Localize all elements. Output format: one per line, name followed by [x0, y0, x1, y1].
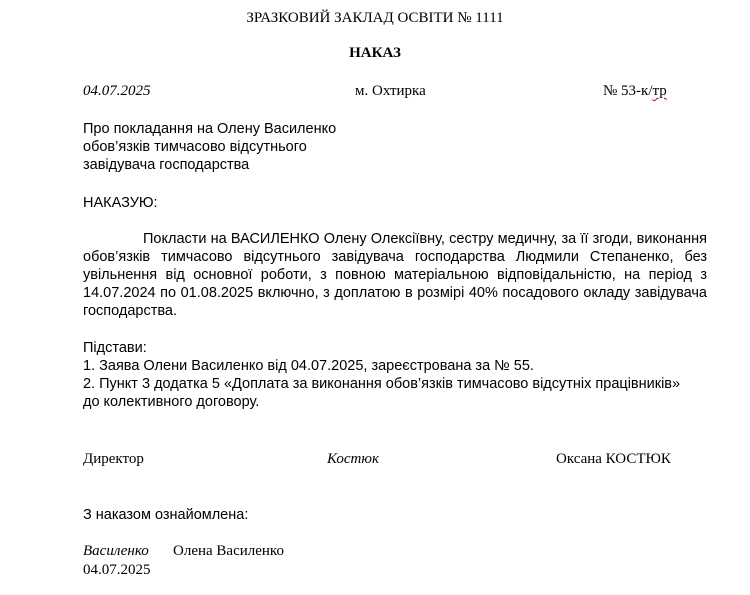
order-city: м. Охтирка	[355, 83, 426, 99]
acknowledgement-heading: З наказом ознайомлена:	[83, 507, 249, 523]
signatory-name: Оксана КОСТЮК	[556, 451, 671, 467]
institution-title: ЗРАЗКОВИЙ ЗАКЛАД ОСВІТИ № 1111	[246, 10, 504, 26]
order-directive: НАКАЗУЮ:	[83, 195, 158, 211]
order-number	[603, 82, 667, 100]
subject-line: обов’язків тимчасово відсутнього	[83, 139, 307, 155]
basis-item: до колективного договору.	[83, 394, 260, 410]
acknowledgement-date: 04.07.2025	[83, 562, 151, 578]
subject-line: завідувача господарства	[83, 157, 250, 173]
basis-item: 2. Пункт 3 додатка 5 «Доплата за виконання обов’язків тимчасово відсутніх працівників»	[83, 376, 681, 392]
basis-item: 1. Заява Олени Василенко від 04.07.2025, зареєстрована за № 55.	[83, 358, 534, 374]
signatory-position: Директор	[83, 451, 144, 467]
order-number-prefix: № 53-к/	[603, 83, 653, 99]
subject-line: Про покладання на Олену Василенко	[83, 121, 337, 137]
director-signature: Костюк	[327, 451, 379, 467]
order-date: 04.07.2025	[83, 83, 151, 99]
basis-section	[83, 339, 723, 411]
order-number-suffix: тр	[652, 83, 667, 99]
order-body: Покласти на ВАСИЛЕНКО Олену Олексіївну, сестру медичну, за її згоди, виконання обов’язків тимчасово відсутнього завідувача господарства Людмили Степаненко, без увільнення від основної роботи, з повною матеріальною відповідальністю, на період з 14.07.2024 по 01.08.2025 включно, з доплатою в розмірі 40% посадового окладу завідувача господарства.	[83, 231, 707, 319]
acknowledgement-name: Олена Василенко	[173, 543, 284, 559]
acknowledgement-signature: Василенко	[83, 543, 149, 559]
basis-heading: Підстави:	[83, 340, 147, 356]
order-subject	[83, 120, 336, 174]
document-type: НАКАЗ	[349, 45, 401, 61]
